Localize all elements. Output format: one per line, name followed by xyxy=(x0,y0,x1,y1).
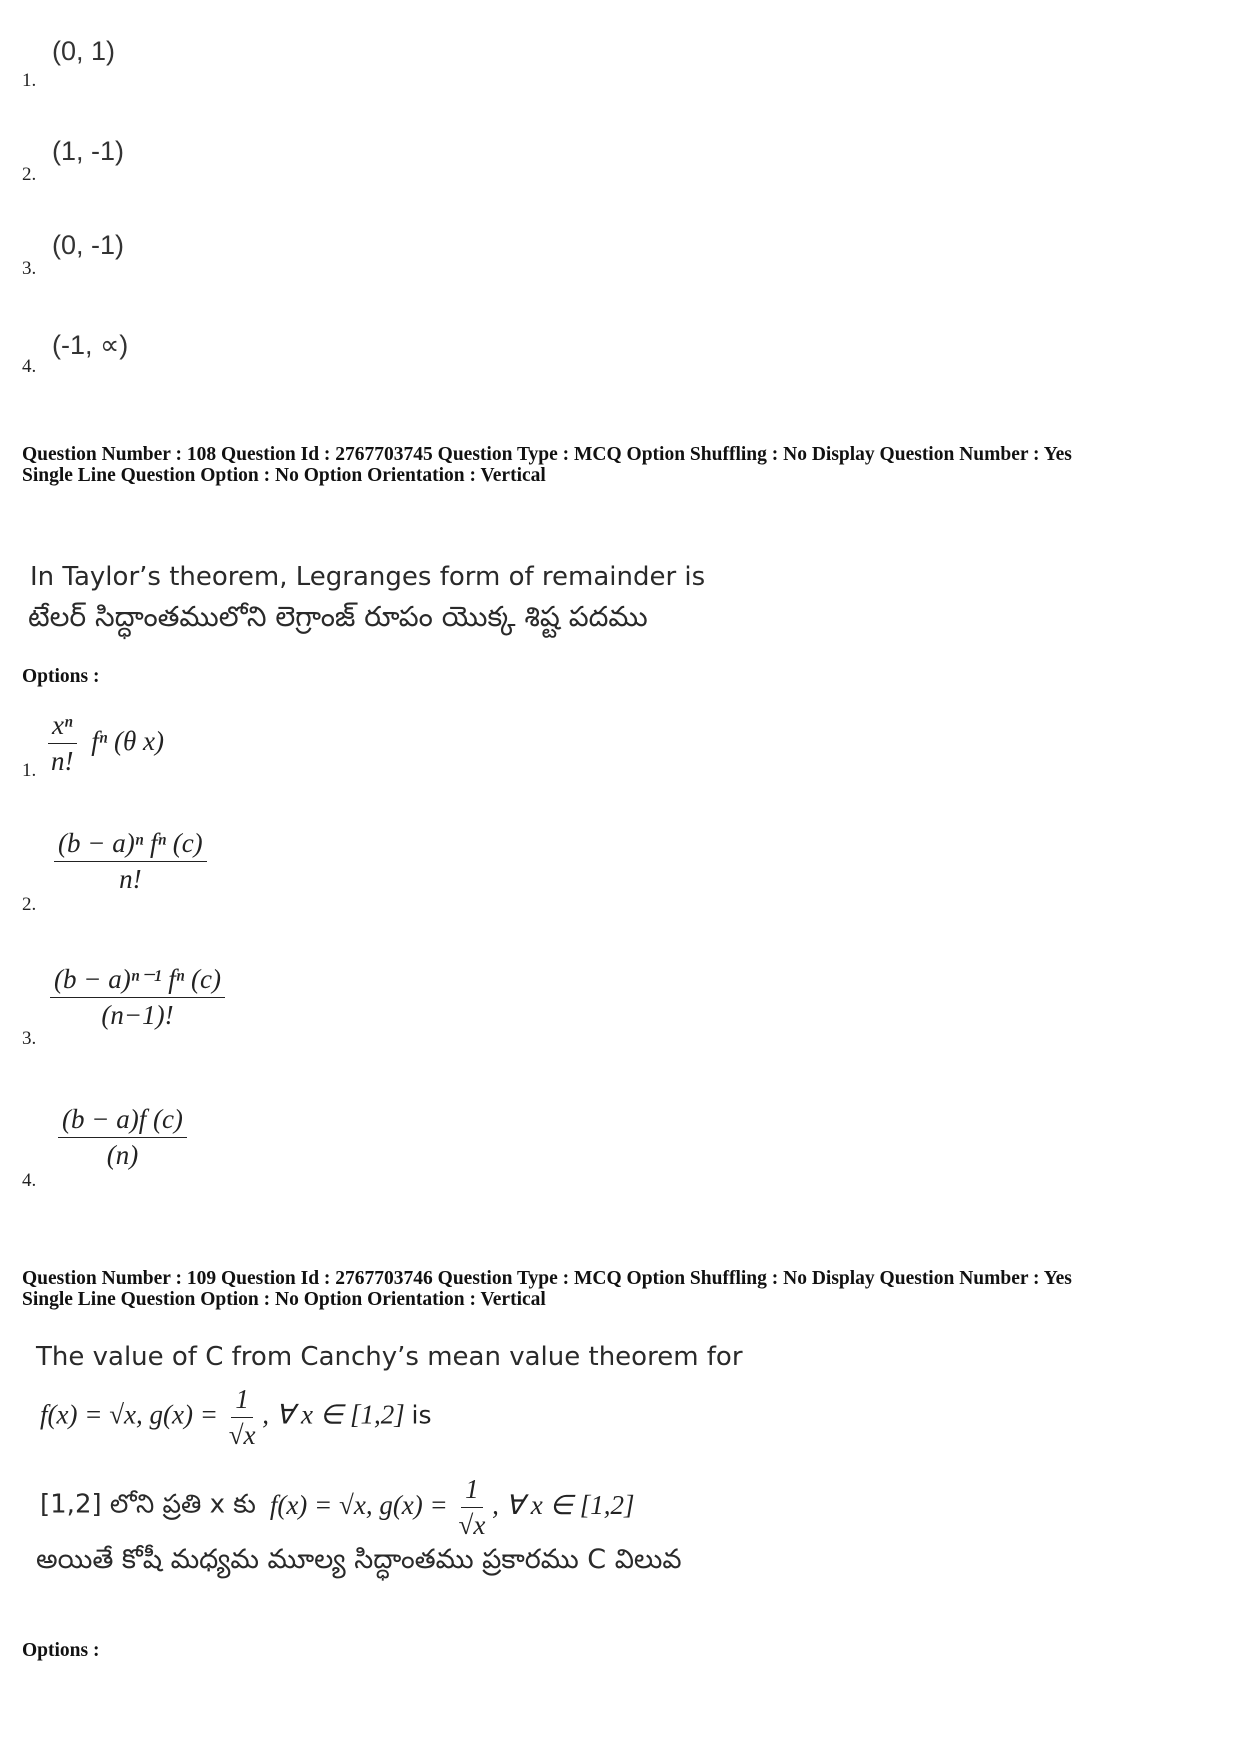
q108-option-4-numerator: (b − a)f (c) xyxy=(58,1104,187,1138)
prev-option-1-text: (0, 1) xyxy=(52,36,116,66)
q109-formula-denominator: √x xyxy=(228,1420,256,1450)
q108-option-3-formula xyxy=(50,964,225,1031)
q108-option-1-tail: fⁿ (θ x) xyxy=(91,725,164,756)
prev-option-4-text: (-1, ∝) xyxy=(52,330,129,360)
q109-formula-lhs: f(x) = √x, g(x) = xyxy=(40,1399,218,1430)
prev-option-3-number: 3. xyxy=(22,258,37,279)
q109-telugu-formula-rhs: , ∀ x ∈ [1,2] xyxy=(492,1489,635,1520)
q108-option-2-formula xyxy=(54,828,207,895)
q108-question-english: In Taylor’s theorem, Legranges form of remainder is xyxy=(30,562,706,592)
q109-telugu-prefix: [1,2] లోని ప్రతి x కు xyxy=(40,1489,256,1520)
q108-option-1-denominator: n! xyxy=(51,746,74,776)
q109-meta-line2: Single Line Question Option : No Option Orientation : Vertical xyxy=(22,1289,546,1310)
q108-option-2-numerator: (b − a)ⁿ fⁿ (c) xyxy=(54,828,207,862)
q108-option-2-number: 2. xyxy=(22,894,37,915)
q108-option-1-number: 1. xyxy=(22,760,37,781)
q108-option-1-formula xyxy=(48,710,164,777)
q109-formula-is: is xyxy=(411,1400,432,1430)
q108-option-2-denominator: n! xyxy=(119,864,142,894)
q108-option-1-numerator: xⁿ xyxy=(48,710,77,744)
q109-telugu-line2: అయితే కోషీ మధ్యమ మూల్య సిద్ధాంతము ప్రకారము C విలువ xyxy=(36,1544,682,1575)
q108-options-label: Options : xyxy=(22,666,100,687)
prev-option-2-text: (1, -1) xyxy=(52,136,125,166)
q109-formula-rhs: , ∀ x ∈ [1,2] xyxy=(262,1399,405,1430)
q109-meta-line1: Question Number : 109 Question Id : 2767703746 Question Type : MCQ Option Shuffling : No Display Question Number : Yes xyxy=(22,1268,1072,1289)
q108-meta-line1: Question Number : 108 Question Id : 2767703745 Question Type : MCQ Option Shuffling : No Display Question Number : Yes xyxy=(22,444,1072,465)
q109-telugu-formula-denominator: √x xyxy=(458,1510,486,1540)
q108-option-4-number: 4. xyxy=(22,1170,37,1191)
q108-option-4-formula xyxy=(58,1104,187,1171)
prev-option-4-number: 4. xyxy=(22,356,37,377)
q108-question-telugu: టేలర్ సిద్ధాంతములోని లెగ్రాంజ్ రూపం యొక్క శిష్ట పదము xyxy=(28,600,648,633)
prev-option-3-text: (0, -1) xyxy=(52,230,125,260)
q109-formula-numerator: 1 xyxy=(231,1384,253,1418)
q108-option-4-denominator: (n) xyxy=(106,1140,139,1170)
q108-option-3-number: 3. xyxy=(22,1028,37,1049)
q108-option-3-numerator: (b − a)ⁿ⁻¹ fⁿ (c) xyxy=(50,964,225,998)
q108-option-3-denominator: (n−1)! xyxy=(101,1000,174,1030)
q109-telugu-formula-numerator: 1 xyxy=(461,1474,483,1508)
q108-meta-line2: Single Line Question Option : No Option Orientation : Vertical xyxy=(22,465,546,486)
prev-option-2-number: 2. xyxy=(22,164,37,185)
q109-question-english: The value of C from Canchy’s mean value theorem for xyxy=(36,1342,743,1372)
q109-telugu-line1 xyxy=(40,1474,635,1541)
q109-telugu-formula-lhs: f(x) = √x, g(x) = xyxy=(269,1489,448,1520)
q109-formula xyxy=(40,1384,431,1451)
prev-option-1-number: 1. xyxy=(22,70,37,91)
q109-options-label: Options : xyxy=(22,1640,100,1661)
